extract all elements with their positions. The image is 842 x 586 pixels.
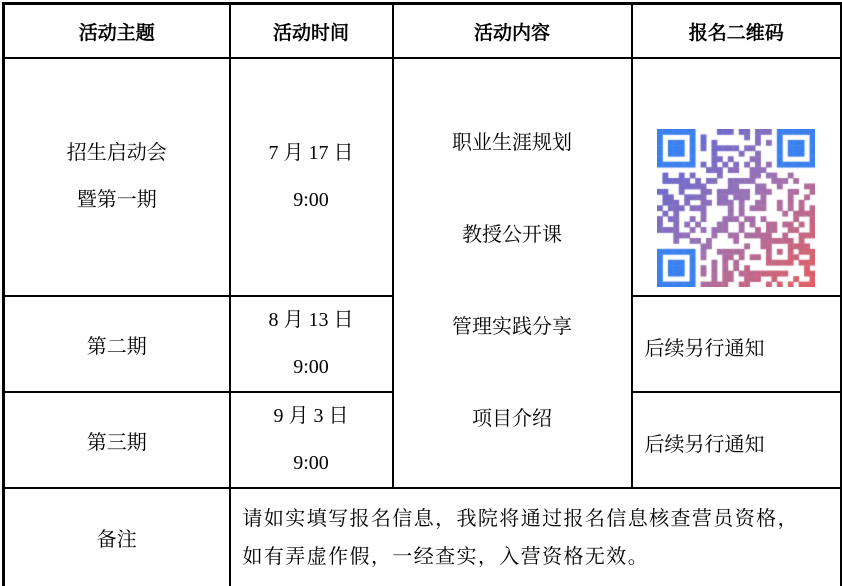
content-list: [394, 114, 631, 432]
theme-cell-session-2: 第二期: [4, 296, 230, 392]
theme-line-1: 招生启动会: [66, 142, 167, 164]
qr-note-text: 后续另行通知: [644, 337, 765, 360]
qr-note-cell-session-2: [632, 296, 842, 392]
table-row-session-1: [4, 58, 842, 296]
time-hour: 9:00: [293, 189, 329, 211]
time-date: 8 月 13 日: [268, 309, 354, 331]
content-item: 管理实践分享: [452, 316, 572, 338]
time-cell-session-2: [230, 296, 393, 392]
content-item: 教授公开课: [462, 224, 562, 246]
time-date: 7 月 17 日: [268, 142, 354, 164]
column-header-theme: 活动主题: [4, 4, 230, 59]
qr-note-cell-session-3: [632, 392, 842, 488]
remark-label-cell: 备注: [4, 488, 230, 586]
theme-line-2: 暨第一期: [76, 189, 157, 211]
theme-cell-session-3: 第三期: [4, 392, 230, 488]
qr-note-text: 后续另行通知: [644, 433, 765, 456]
column-header-content: 活动内容: [393, 4, 632, 59]
remark-text: 请如实填写报名信息，我院将通过报名信息核查营员资格，如有弄虚作假，一经查实，入营资格无效。: [242, 507, 799, 568]
time-date: 9 月 3 日: [273, 405, 349, 427]
column-header-qr: 报名二维码: [632, 4, 842, 59]
table-row-remark: [4, 488, 842, 586]
activity-schedule-table: [2, 2, 842, 586]
content-item: 项目介绍: [472, 408, 552, 430]
time-hour: 9:00: [293, 356, 329, 378]
theme-cell-session-1: [4, 58, 230, 296]
remark-text-cell: [230, 488, 842, 586]
qr-cell-session-1: [632, 58, 842, 296]
content-cell-merged: [393, 58, 632, 488]
time-hour: 9:00: [293, 452, 329, 474]
time-cell-session-1: [230, 58, 393, 296]
registration-qr-code: [657, 129, 815, 287]
time-cell-session-3: [230, 392, 393, 488]
header-row: [4, 4, 842, 59]
content-item: 职业生涯规划: [452, 132, 572, 154]
column-header-time: 活动时间: [230, 4, 393, 59]
